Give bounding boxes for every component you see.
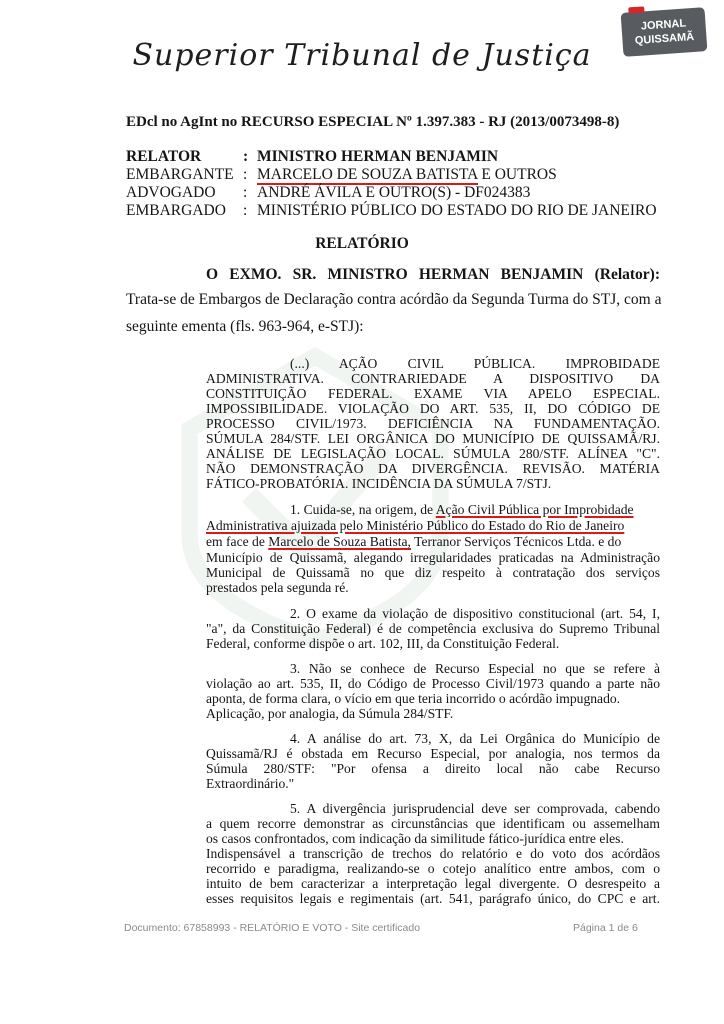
- ementa-item-line: Súmula 280/STF: "Por ofensa a direito local não cabe Recurso: [206, 761, 660, 776]
- ementa-line: CONSTITUIÇÃO FEDERAL. EXAME VIA APELO ESPECIAL.: [206, 386, 660, 401]
- intro-line: seguinte ementa (fls. 963-964, e-STJ):: [126, 318, 364, 335]
- ementa-line: SÚMULA 284/STF. LEI ORGÂNICA DO MUNICÍPIO DE QUISSAMÃ/RJ.: [206, 431, 660, 446]
- ementa-item-line: recorrido e paradigma, realizando-se o cotejo analítico entre ambos, com o: [206, 861, 660, 876]
- badge-line-2: QUISSAMÃ: [634, 30, 695, 48]
- item1-line: Municipal de Quissamã no que diz respeito à contratação dos serviços: [206, 565, 660, 580]
- section-title: RELATÓRIO: [315, 235, 409, 252]
- ementa-item-line: violação ao art. 535, II, do Código de Processo Civil/1973 quando a parte não: [206, 676, 660, 691]
- party-label: EMBARGANTE: [126, 166, 234, 183]
- ementa-item-line: 3. Não se conhece de Recurso Especial no que se refere à: [290, 661, 660, 676]
- party-separator: :: [243, 148, 249, 165]
- party-separator: :: [243, 184, 248, 201]
- item1-highlight: Ação Civil Pública por Improbidade: [435, 502, 634, 517]
- ementa-item-line: 2. O exame da violação de dispositivo constitucional (art. 54, I,: [290, 606, 660, 621]
- ementa-item-line: Indispensável a transcrição de trechos do relatório e do voto dos acórdãos: [206, 846, 660, 861]
- ementa-line: PROCESSO CIVIL/1973. DEFICIÊNCIA NA FUNDAMENTAÇÃO.: [206, 416, 660, 431]
- ementa-item-line: intuito de bem caracterizar a interpretação legal divergente. O desrespeito a: [206, 876, 660, 891]
- party-value-highlighted: MARCELO DE SOUZA BATISTA: [257, 166, 478, 183]
- ementa-item-line: Quissamã/RJ é obstada em Recurso Especial, por analogia, nos termos da: [206, 746, 660, 761]
- item1-highlight: Marcelo de Souza Batista,: [268, 534, 411, 549]
- party-label: RELATOR: [126, 148, 202, 165]
- ementa-line: NÃO DEMONSTRAÇÃO DA DIVERGÊNCIA. REVISÃO. MATÉRIA: [206, 461, 660, 476]
- item1-text: 1. Cuida-se, na origem, de: [290, 502, 436, 517]
- ementa-item-line: "a", da Constituição Federal) é de competência exclusiva do Supremo Tribunal: [206, 621, 660, 636]
- party-value-rest: E OUTROS: [477, 166, 557, 183]
- item1-text: Terranor Serviços Técnicos Ltda. e do: [410, 534, 622, 549]
- item1-line: [290, 502, 660, 517]
- item1-text: em face de: [206, 534, 269, 549]
- ementa-item-line: 5. A divergência jurisprudencial deve ser comprovada, cabendo: [290, 801, 660, 816]
- item1-line: prestados pela segunda ré.: [206, 580, 349, 595]
- badge-accent-mark: [628, 6, 644, 13]
- item1-highlight: Administrativa ajuizada pelo Ministério Público do Estado do Rio de Janeiro: [206, 518, 625, 533]
- case-heading: EDcl no AgInt no RECURSO ESPECIAL Nº 1.397.383 - RJ (2013/0073498-8): [126, 114, 620, 130]
- party-label: ADVOGADO: [126, 184, 216, 201]
- ementa-line: ANÁLISE DE LEGISLAÇÃO LOCAL. SÚMULA 280/STF. ALÍNEA "C".: [206, 446, 660, 461]
- party-separator: :: [243, 166, 248, 183]
- party-separator: :: [243, 202, 248, 219]
- ementa-line: ADMINISTRATIVA. CONTRARIEDADE A DISPOSITIVO DA: [206, 371, 660, 386]
- party-row-relator: [126, 148, 498, 166]
- ementa-item-line: Federal, conforme dispõe o art. 102, III, da Constituição Federal.: [206, 636, 560, 651]
- ementa-item-line: 4. A análise do art. 73, X, da Lei Orgânica do Município de: [290, 731, 660, 746]
- ementa-item-line: Extraordinário.": [206, 776, 295, 791]
- item1-line: [206, 534, 660, 549]
- ementa-item-line: os casos confrontados, com indicação da similitude fático-jurídica entre eles.: [206, 831, 624, 846]
- ementa-item-line: Aplicação, por analogia, da Súmula 284/STF.: [206, 706, 454, 721]
- footer-document-info: Documento: 67858993 - RELATÓRIO E VOTO - Site certificado: [124, 922, 421, 934]
- ementa-line: IMPOSSIBILIDADE. VIOLAÇÃO DO ART. 535, II, DO CÓDIGO DE: [206, 401, 660, 416]
- party-row-embargante: [126, 166, 557, 184]
- intro-line: Trata-se de Embargos de Declaração contra acórdão da Segunda Turma do STJ, com a: [126, 291, 662, 308]
- ementa-item-line: a quem recorre demonstrar as circunstâncias que identificam ou assemelham: [206, 816, 660, 831]
- ementa-line: (...) AÇÃO CIVIL PÚBLICA. IMPROBIDADE: [290, 356, 660, 371]
- party-row-embargado: [126, 202, 657, 220]
- party-value: ANDRÉ ÁVILA E OUTRO(S) - DF024383: [257, 184, 531, 201]
- party-row-advogado: [126, 184, 530, 202]
- ementa-item-line: esses requisitos legais e regimentais (art. 541, parágrafo único, do CPC e art.: [206, 891, 660, 906]
- party-value: MINISTÉRIO PÚBLICO DO ESTADO DO RIO DE JANEIRO: [257, 202, 657, 219]
- party-label: EMBARGADO: [126, 202, 226, 219]
- badge-line-1: JORNAL: [640, 17, 687, 33]
- item1-line: Município de Quissamã, alegando irregularidades praticadas na Administração: [206, 550, 660, 565]
- rapporteur-line: O EXMO. SR. MINISTRO HERMAN BENJAMIN (Relator):: [206, 266, 660, 283]
- ementa-line: FÁTICO-PROBATÓRIA. INCIDÊNCIA DA SÚMULA 7/STJ.: [206, 476, 552, 491]
- party-value: MINISTRO HERMAN BENJAMIN: [257, 148, 499, 165]
- ementa-item-line: aponta, de forma clara, o vício em que teria incorrido o acórdão impugnado.: [206, 691, 621, 706]
- item1-line: [206, 518, 660, 533]
- footer-page-number: Página 1 de 6: [573, 922, 638, 934]
- court-title: Superior Tribunal de Justiça: [132, 38, 592, 73]
